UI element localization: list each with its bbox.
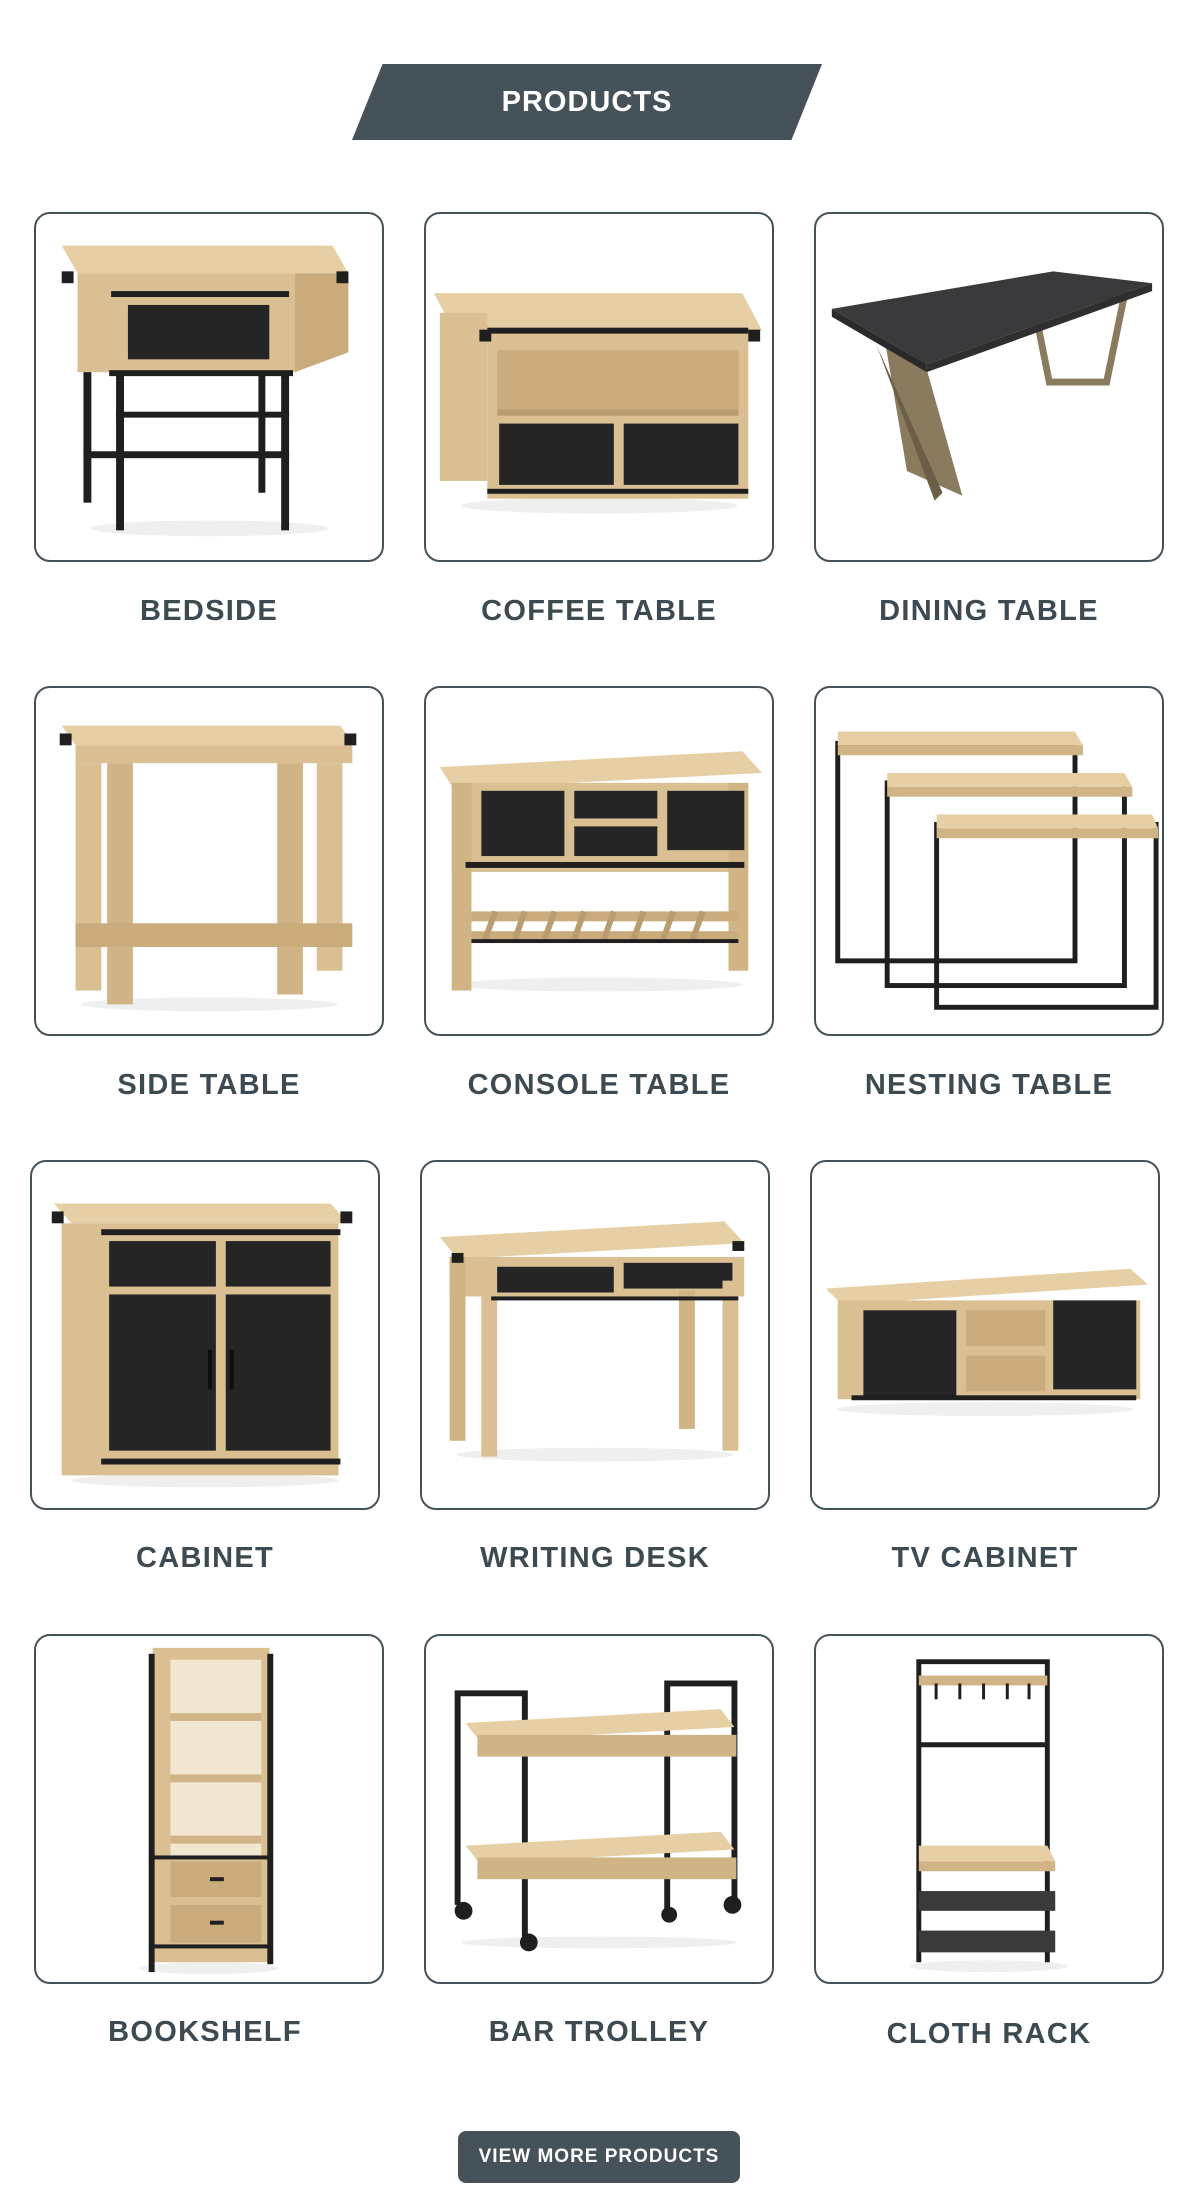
product-card-bar-trolley[interactable] <box>424 1634 774 1984</box>
product-card-side-table[interactable] <box>34 686 384 1036</box>
product-card-cabinet[interactable] <box>30 1160 380 1510</box>
bookshelf-image <box>36 1636 382 1982</box>
product-label[interactable]: BOOKSHELF <box>108 2016 302 2048</box>
product-card-console-table[interactable] <box>424 686 774 1036</box>
product-card-tv-cabinet[interactable] <box>810 1160 1160 1510</box>
product-card-coffee-table[interactable] <box>424 212 774 562</box>
product-label[interactable]: BEDSIDE <box>139 595 278 627</box>
product-label[interactable]: CABINET <box>136 1542 274 1574</box>
product-label[interactable]: NESTING TABLE <box>864 1069 1114 1101</box>
page-title: PRODUCTS <box>501 85 673 118</box>
product-card-writing-desk[interactable] <box>420 1160 770 1510</box>
product-label[interactable]: DINING TABLE <box>879 595 1099 627</box>
product-label[interactable]: COFFEE TABLE <box>481 595 717 627</box>
product-card-bookshelf[interactable] <box>34 1634 384 1984</box>
console-table-image <box>426 688 772 1034</box>
product-label[interactable]: TV CABINET <box>891 1542 1079 1574</box>
view-more-products-button[interactable]: VIEW MORE PRODUCTS <box>458 2131 740 2183</box>
product-card-bedside[interactable] <box>34 212 384 562</box>
dining-table-image <box>816 214 1162 560</box>
product-label[interactable]: WRITING DESK <box>480 1542 710 1574</box>
product-label[interactable]: CONSOLE TABLE <box>467 1069 731 1101</box>
product-card-dining-table[interactable] <box>814 212 1164 562</box>
product-label[interactable]: BAR TROLLEY <box>488 2016 710 2048</box>
writing-desk-image <box>422 1162 768 1508</box>
cabinet-image <box>32 1162 378 1508</box>
coffee-table-image <box>426 214 772 560</box>
products-banner <box>352 64 822 140</box>
nesting-table-image <box>816 688 1162 1034</box>
product-card-cloth-rack[interactable] <box>814 1634 1164 1984</box>
tv-cabinet-image <box>812 1162 1158 1508</box>
product-card-nesting-table[interactable] <box>814 686 1164 1036</box>
bedside-image <box>36 214 382 560</box>
product-label[interactable]: CLOTH RACK <box>886 2018 1092 2050</box>
side-table-image <box>36 688 382 1034</box>
product-label[interactable]: SIDE TABLE <box>117 1069 301 1101</box>
cloth-rack-image <box>816 1636 1162 1982</box>
bar-trolley-image <box>426 1636 772 1982</box>
